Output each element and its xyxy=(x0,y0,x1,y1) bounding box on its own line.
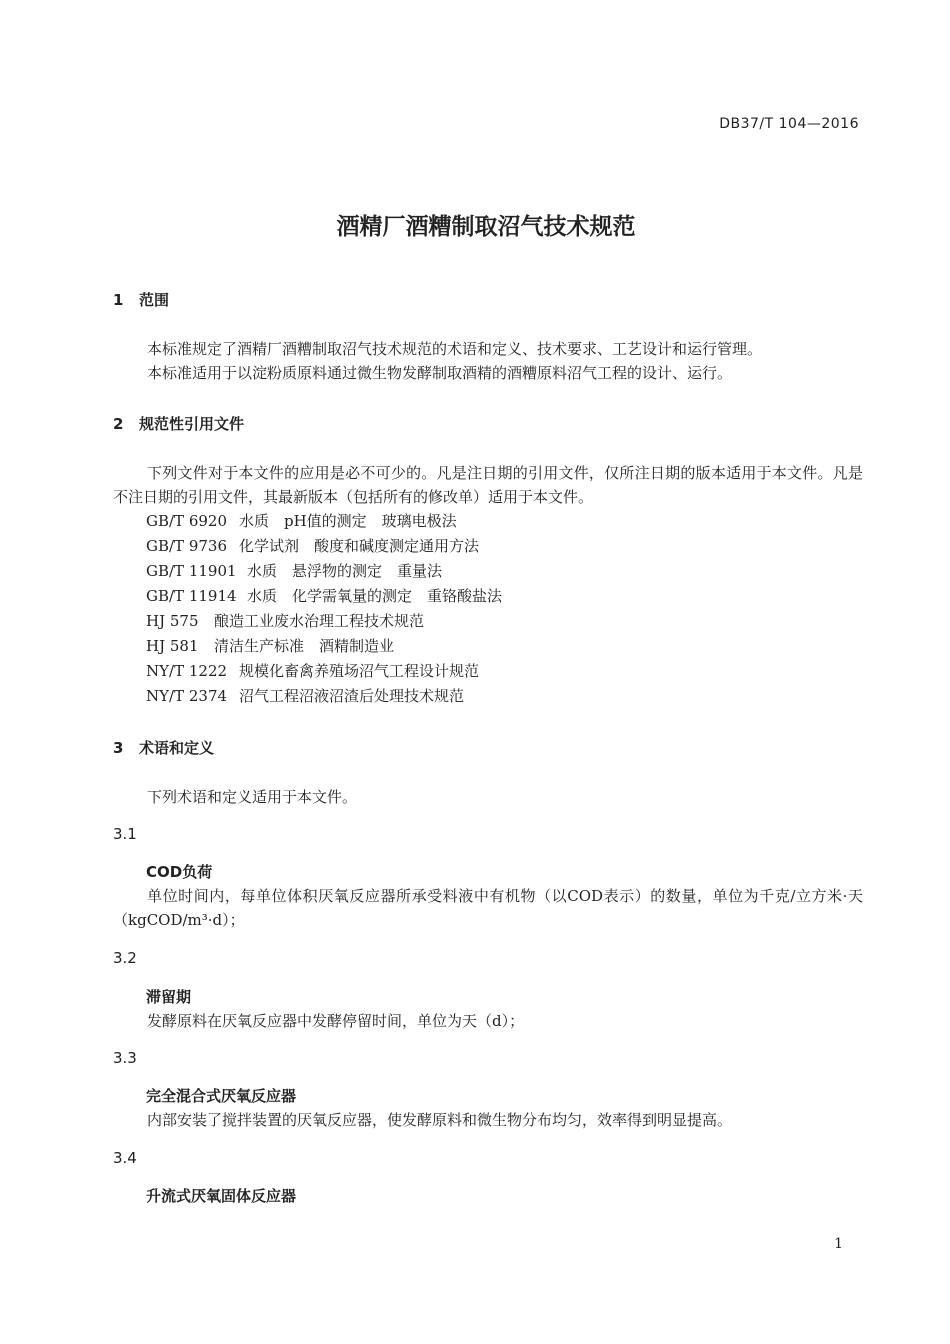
reference-title: 水质 悬浮物的测定 重量法 xyxy=(247,562,443,580)
section-number: 1 xyxy=(113,291,124,309)
section-number: 2 xyxy=(113,415,124,433)
term-definition: 发酵原料在厌氧反应器中发酵停留时间，单位为天（d）； xyxy=(147,1012,525,1030)
section-number: 3 xyxy=(113,739,124,757)
term-title: COD负荷 xyxy=(146,863,213,881)
reference-code: GB/T 11914 xyxy=(146,587,237,605)
reference-code: GB/T 9736 xyxy=(146,537,228,555)
section-heading-terms xyxy=(113,737,214,758)
document-code: DB37/T 104—2016 xyxy=(719,116,859,132)
section-title: 范围 xyxy=(139,291,170,309)
term-number: 3.2 xyxy=(113,949,137,967)
reference-item xyxy=(146,560,442,581)
reference-title: 沼气工程沼液沼渣后处理技术规范 xyxy=(239,687,465,705)
reference-title: 化学试剂 酸度和碱度测定通用方法 xyxy=(239,537,480,555)
reference-code: HJ 575 xyxy=(146,612,199,630)
reference-title: 水质 pH值的测定 玻璃电极法 xyxy=(239,512,457,530)
reference-code: NY/T 1222 xyxy=(146,662,228,680)
term-definition: 单位时间内，每单位体积厌氧反应器所承受料液中有机物（以COD表示）的数量，单位为千克/立方米·天（kgCOD/m³·d）； xyxy=(113,887,863,929)
reference-title: 水质 化学需氧量的测定 重铬酸盐法 xyxy=(247,587,503,605)
references-intro: 下列文件对于本文件的应用是必不可少的。凡是注日期的引用文件，仅所注日期的版本适用于本文件。凡是不注日期的引用文件，其最新版本（包括所有的修改单）适用于本文件。 xyxy=(113,464,863,506)
term-number: 3.3 xyxy=(113,1049,137,1067)
reference-code: HJ 581 xyxy=(146,637,199,655)
reference-item xyxy=(146,510,457,531)
reference-title: 清洁生产标准 酒精制造业 xyxy=(214,637,395,655)
reference-title: 规模化畜禽养殖场沼气工程设计规范 xyxy=(239,662,480,680)
term-definition: 内部安装了搅拌装置的厌氧反应器，使发酵原料和微生物分布均匀，效率得到明显提高。 xyxy=(147,1111,733,1129)
reference-title: 酿造工业废水治理工程技术规范 xyxy=(214,612,425,630)
term-number: 3.1 xyxy=(113,825,137,843)
term-title: 滞留期 xyxy=(146,988,192,1006)
reference-code: GB/T 6920 xyxy=(146,512,228,530)
terms-intro: 下列术语和定义适用于本文件。 xyxy=(147,788,358,806)
reference-item xyxy=(146,585,502,606)
reference-code: NY/T 2374 xyxy=(146,687,228,705)
document-title: 酒精厂酒糟制取沼气技术规范 xyxy=(336,214,636,240)
section-title: 规范性引用文件 xyxy=(139,415,245,433)
reference-item xyxy=(146,635,394,656)
page-number: 1 xyxy=(834,1236,843,1252)
section-title: 术语和定义 xyxy=(139,739,215,757)
term-title: 升流式厌氧固体反应器 xyxy=(146,1187,297,1205)
section-heading-scope xyxy=(113,289,169,310)
reference-item xyxy=(146,535,479,556)
scope-paragraph-2: 本标准适用于以淀粉质原料通过微生物发酵制取酒精的酒糟原料沼气工程的设计、运行。 xyxy=(147,364,733,382)
section-heading-references xyxy=(113,413,244,434)
term-title: 完全混合式厌氧反应器 xyxy=(146,1087,297,1105)
term-number: 3.4 xyxy=(113,1149,137,1167)
reference-item xyxy=(146,660,479,681)
reference-code: GB/T 11901 xyxy=(146,562,237,580)
scope-paragraph-1: 本标准规定了酒精厂酒糟制取沼气技术规范的术语和定义、技术要求、工艺设计和运行管理。 xyxy=(147,340,763,358)
reference-item xyxy=(146,685,464,706)
reference-item xyxy=(146,610,424,631)
